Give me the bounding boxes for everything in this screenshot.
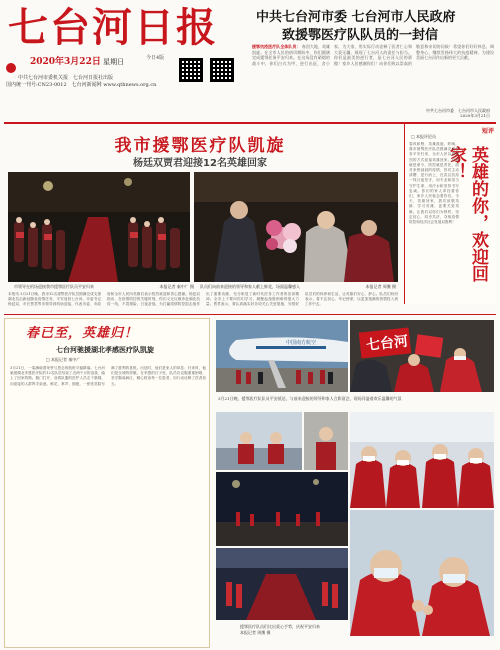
credit-left: 本报记者 秦中广 摄 <box>159 284 194 289</box>
airline-logo-text: 中国南方航空 <box>286 340 317 346</box>
commentary-tag: 短评 <box>481 128 494 135</box>
issue-date-value: 2020年3月22日 <box>30 57 101 67</box>
bottom-caption: 援鄂医疗队员们比出爱心手势，庆祝平安归来 <box>240 624 320 629</box>
plane-caption: 3月21日晚，援鄂医疗队队员平安抵达，与前来迎接的领导和家人合影留念，现场洋溢着欢乐温馨的气氛 <box>218 396 402 401</box>
commentary-title: 英雄的你，欢迎回家！ <box>446 146 488 282</box>
arrival-procession-photo <box>216 548 348 620</box>
lower-story-subtitle: 七台河驰援湖北孝感医疗队凯旋 <box>56 346 154 354</box>
heart-gesture-photo <box>350 510 494 636</box>
party-emblem-icon <box>6 63 16 73</box>
letter-signature <box>426 108 490 118</box>
section-divider <box>4 314 496 315</box>
masthead-info <box>6 75 246 89</box>
cabin-photo-2 <box>304 412 348 470</box>
lead-headline: 我市援鄂医疗队凯旋 <box>114 136 286 156</box>
lead-subhead: 杨廷双贾君迎接12名英雄回家 <box>133 158 267 169</box>
airport-welcome-photo <box>8 172 190 282</box>
letter-salutation: 援鄂抗疫医疗队全体队员： <box>252 44 301 49</box>
issue-date <box>30 54 124 67</box>
night-arrival-photo <box>216 472 348 546</box>
cabin-photo-1 <box>216 412 302 470</box>
lower-story-author: □ 本报记者 秦中广 <box>46 357 81 362</box>
letter-text: 春回大地，英雄凯旋。在全市人民的热切期盼中，你们圆满完成援鄂任务平安归来。在这场没有硝烟的战斗中，你们白衣为甲、逆行出征，舍小家、为大家，用实际行动诠释了医者仁心和大爱无疆，展现了七台河人的责任与担当。你们是最美的逆行者，是七台河人民的骄傲！家乡人民感谢你们！向你们致以崇高的敬意和亲切的问候！希望你们好好休息、调整身心，继续发扬伟大的抗疫精神，为建设美丽七台河作出新的更大贡献。 <box>252 44 494 66</box>
flower-greeting-photo <box>194 172 398 282</box>
registration-line: 国内统一刊号:CN23-0012 七台河新闻网 www.qthnews.org.cn <box>6 82 157 88</box>
commentary-author: □ 本报评论员 <box>411 134 437 139</box>
letter-title-line1: 中共七台河市委 七台河市人民政府 <box>256 10 456 25</box>
bottom-credit: 本报记者 周鹰 摄 <box>240 630 271 635</box>
commentary-column <box>404 124 496 304</box>
caption-right: 队员们向前来迎接的领导和家人献上鲜花，场面温馨感人 <box>200 284 300 289</box>
lower-story-body <box>10 366 206 644</box>
edition-count: 今日4版 <box>146 55 165 61</box>
commentary-body: 春风和煦，英雄凯旋。昨晚，我市援鄂医疗队员圆满完成任务平安归来，全市人民以最热烈的方式迎接英雄回家。疫情就是命令，防控就是责任。面对来势汹汹的疫情，你们主动请缨、逆行而上，在武汉抗疫一线日夜坚守，用专业和担当守护生命，用汗水和坚持书写忠诚。你们的家人牵挂着你们，家乡人民惦念着你们。今天，英雄回家，我们致敬英雄、学习英雄，更要关爱英雄。让我们以你们为榜样，坚定信心、同舟共济，夺取疫情防控和经济社会发展双胜利！ <box>409 142 459 225</box>
letter-sign-date: 2020年3月21日 <box>460 113 490 118</box>
lead-body: 本报讯 3月21日晚，我市12名援鄂医疗队员圆满完成支援湖北抗击新冠肺炎疫情任务，平安返回七台河。市委书记杨廷双、市长贾君等市领导到机场迎接，代表市委、市政府和全市人民向英雄们表示热烈欢迎和衷心感谢。杨廷双指出，在疫情防控的关键时刻，你们义无反顾奔赴湖北抗疫一线，不畏艰险、日夜奋战，为打赢疫情防控阻击战作出了重要贡献，充分彰显了新时代医务工作者的崇高精神。全市上下要向你们学习，凝聚起战胜困难的强大力量。贾君表示，要认真落实好各项关心关爱措施，安排好队员们的休养和生活，让英雄们安心、舒心。队员们纷纷表示，将不忘初心、牢记使命，以更加饱满的热情投入到工作中去。 <box>8 292 398 307</box>
letter-title-line2: 致援鄂医疗队队员的一封信 <box>282 28 439 43</box>
team-group-photo <box>350 412 494 508</box>
letter-body <box>252 44 494 118</box>
welcome-banner-photo <box>350 320 494 392</box>
publisher-line: 中共七台河市委机关报 七台河日报社出版 <box>18 75 114 81</box>
open-letter <box>252 4 494 122</box>
issue-weekday: 星期日 <box>103 58 125 66</box>
masthead <box>6 4 246 67</box>
caption-left: 市领导在机场迎接我市援鄂医疗队员平安归来 <box>14 284 94 289</box>
credit-right: 本报记者 周鹰 摄 <box>365 284 396 289</box>
letter-sign-org: 中共七台河市委 七台河市人民政府 <box>426 108 490 113</box>
plane-arrival-photo <box>216 320 348 392</box>
lower-story-text: 3月21日，一架满载着荣誉与思念的航班平稳降落。七台河驰援湖北孝感医疗队的12名队员结束了近两个月的奋战，踏上了回家的路。舱门打开，身着队服的医护人员走下舷梯，向迎接的人群挥手致意。鲜花、掌声、拥抱，一张张笑脸写满了胜利的喜悦。出征时，他们是家人的牵挂；归来时，他们是全城的骄傲。在孝感的日子里，队员们克服重重困难，坚守隔离病区，精心救治每一位患者，用行动诠释了医者担当。 <box>10 366 206 386</box>
banner-text: 七台河 <box>365 333 409 354</box>
masthead-title: 七台河日报 <box>8 4 218 51</box>
lower-story-title: 春已至，英雄归！ <box>26 326 139 341</box>
